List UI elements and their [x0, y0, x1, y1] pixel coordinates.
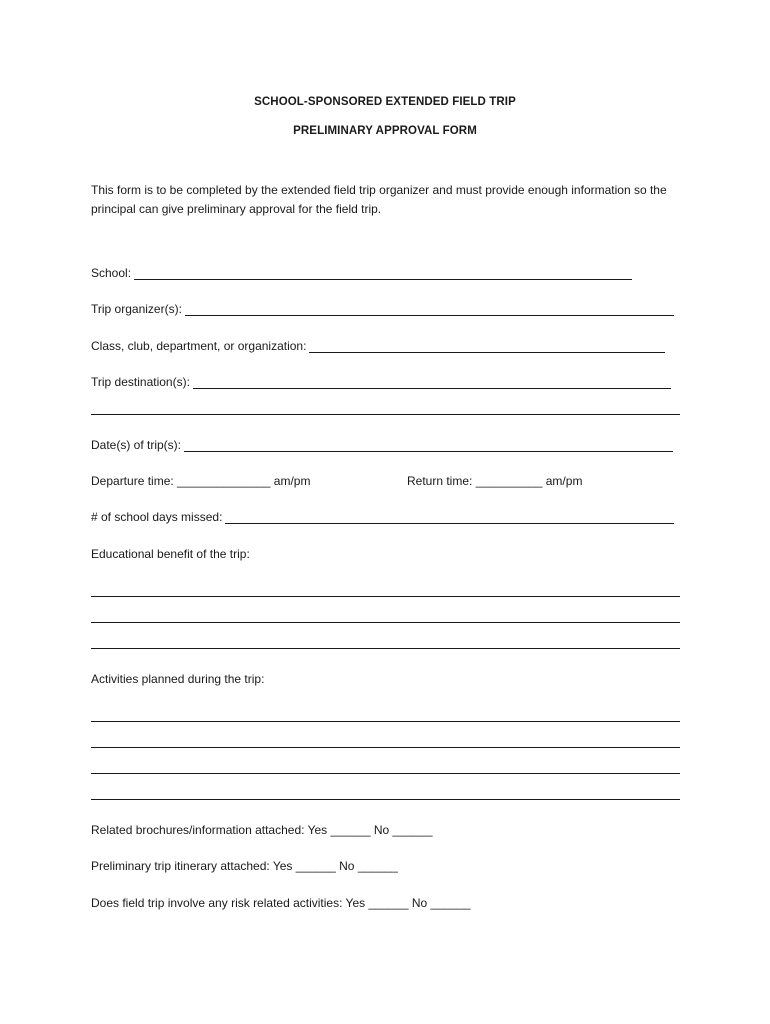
trip-destination-field[interactable]	[193, 376, 671, 389]
school-field[interactable]	[134, 267, 632, 280]
educational-benefit-line-1[interactable]	[91, 596, 680, 597]
days-missed-label: # of school days missed:	[91, 510, 223, 524]
trip-destination-field-line2[interactable]	[91, 414, 680, 415]
school-label: School:	[91, 266, 132, 280]
class-club-label: Class, club, department, or organization:	[91, 339, 307, 353]
risk-activities-field[interactable]: Does field trip involve any risk related activities: Yes ______ No ______	[91, 896, 471, 910]
return-time-field[interactable]: Return time: __________ am/pm	[407, 474, 583, 488]
class-club-field[interactable]	[309, 340, 665, 353]
dates-label: Date(s) of trip(s):	[91, 438, 182, 452]
days-missed-field[interactable]	[225, 511, 674, 524]
activities-planned-label: Activities planned during the trip:	[91, 672, 265, 686]
school-row	[91, 266, 632, 280]
dates-field[interactable]	[184, 439, 673, 452]
brochures-attached-field[interactable]: Related brochures/information attached: Yes ______ No ______	[91, 823, 433, 837]
activities-planned-line-3[interactable]	[91, 773, 680, 774]
educational-benefit-label: Educational benefit of the trip:	[91, 547, 250, 561]
form-title: SCHOOL-SPONSORED EXTENDED FIELD TRIP	[254, 96, 516, 108]
educational-benefit-line-2[interactable]	[91, 622, 680, 623]
days-missed-row	[91, 510, 674, 524]
intro-paragraph: This form is to be completed by the extended field trip organizer and must provide enough information so the principal can give preliminary approval for the field trip.	[91, 183, 667, 216]
trip-organizer-label: Trip organizer(s):	[91, 302, 182, 316]
activities-planned-line-4[interactable]	[91, 799, 680, 800]
trip-organizer-row	[91, 302, 674, 316]
trip-destination-row	[91, 375, 671, 389]
trip-destination-label: Trip destination(s):	[91, 375, 190, 389]
departure-time-field[interactable]: Departure time: ______________ am/pm	[91, 474, 311, 488]
activities-planned-line-1[interactable]	[91, 721, 680, 722]
trip-organizer-field[interactable]	[185, 303, 674, 316]
dates-row	[91, 438, 673, 452]
activities-planned-line-2[interactable]	[91, 747, 680, 748]
itinerary-attached-field[interactable]: Preliminary trip itinerary attached: Yes ______ No ______	[91, 859, 398, 873]
class-club-row	[91, 339, 665, 353]
educational-benefit-line-3[interactable]	[91, 648, 680, 649]
form-subtitle: PRELIMINARY APPROVAL FORM	[293, 125, 477, 137]
